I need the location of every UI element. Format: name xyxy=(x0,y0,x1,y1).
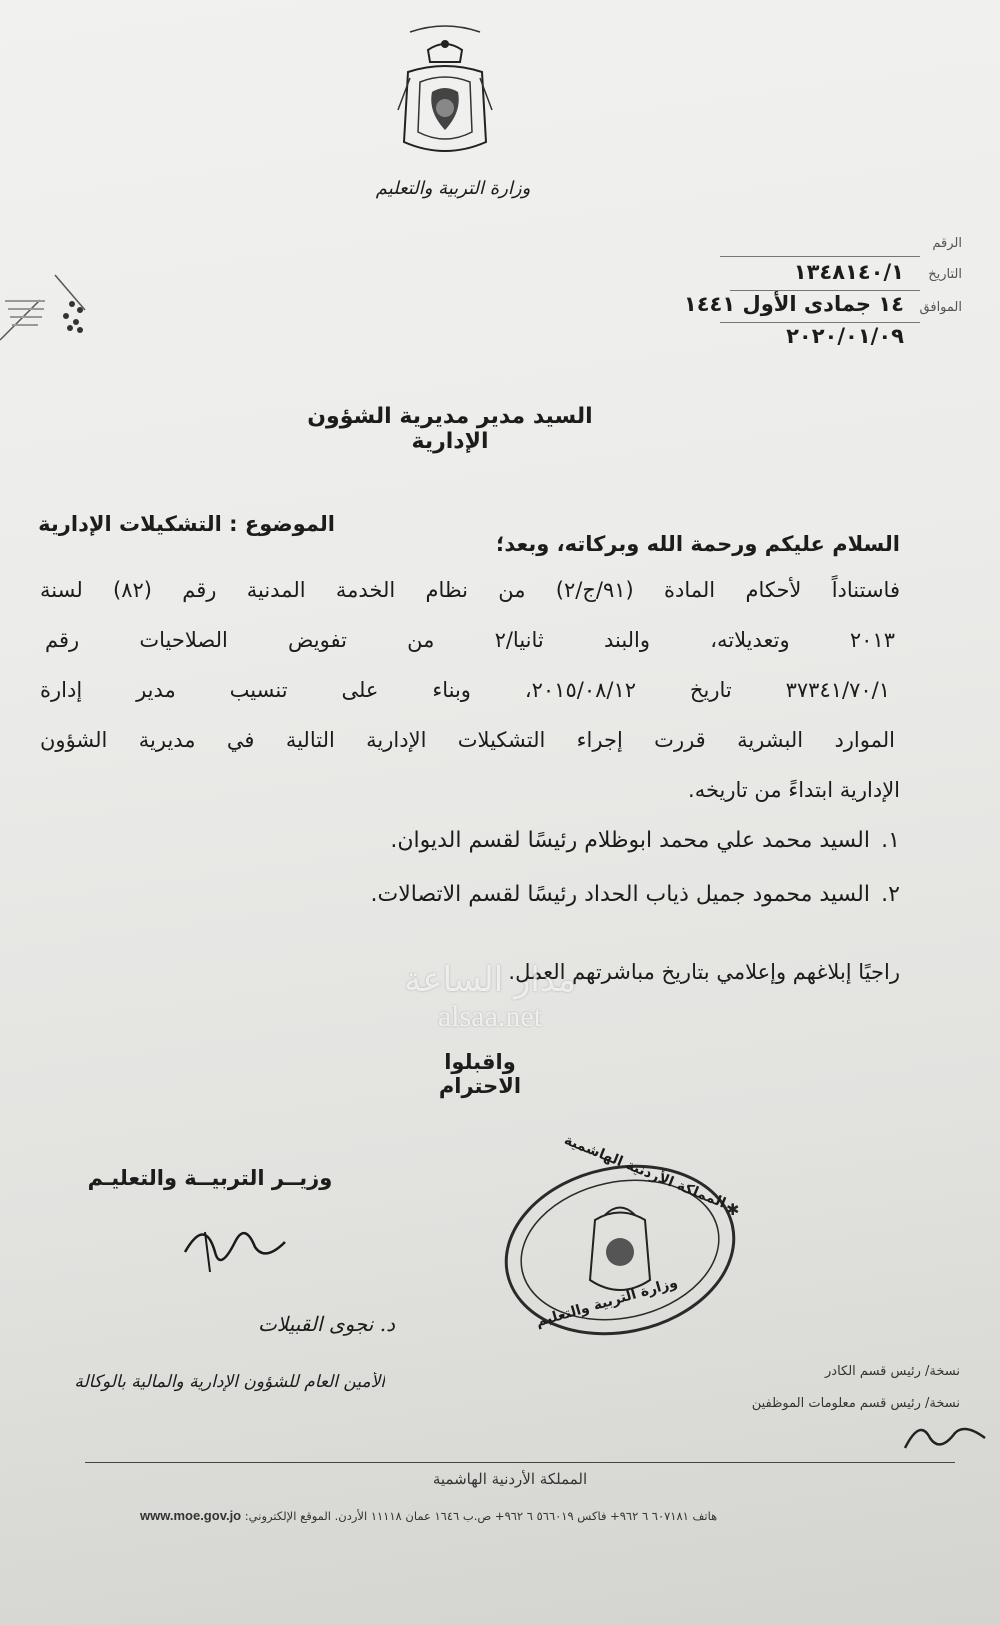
greeting: السلام عليكم ورحمة الله وبركاته، وبعد؛ xyxy=(495,532,900,556)
svg-text:✱: ✱ xyxy=(726,1200,740,1219)
footer-contact-row xyxy=(140,1508,910,1523)
initials-mark xyxy=(900,1408,990,1458)
signature-title: وزيــر التربيــة والتعليـم xyxy=(87,1166,333,1190)
footer-divider xyxy=(85,1462,955,1463)
minister-signature-graphic xyxy=(175,1212,295,1282)
margin-stamp-icon xyxy=(0,270,90,350)
gregorian-date: ٢٠٢٠/٠١/٠٩ xyxy=(786,324,904,348)
ref-number: ١٣٤٨١٤٠/١ xyxy=(793,260,904,284)
footer-country: المملكة الأردنية الهاشمية xyxy=(432,1470,588,1488)
ministry-name: وزارة التربية والتعليم xyxy=(375,178,531,199)
hijri-date: ١٤ جمادى الأول ١٤٤١ xyxy=(683,292,904,316)
coat-of-arms-icon xyxy=(390,20,500,160)
hijri-label: الموافق xyxy=(919,300,962,315)
body-line-5: الإدارية ابتداءً من تاريخه. xyxy=(688,778,900,802)
subject: الموضوع : التشكيلات الإدارية xyxy=(38,512,335,536)
closing: واقبلوا الاحترام xyxy=(438,1050,522,1098)
body-line-4: الموارد البشرية قررت إجراء التشكيلات الإدارية التالية في مديرية الشؤون xyxy=(40,728,895,752)
item-1-text: السيد محمد علي محمد ابوظلام رئيسًا لقسم الديوان. xyxy=(390,828,870,853)
addressee: السيد مدير مديرية الشؤون الإدارية xyxy=(307,404,593,454)
request-line: راجيًا إبلاغهم وإعلامي بتاريخ مباشرتهم العمل. xyxy=(508,960,900,984)
signatory-role: الأمين العام للشؤون الإدارية والمالية بالوكالة xyxy=(74,1372,385,1392)
item-2-text: السيد محمود جميل ذياب الحداد رئيسًا لقسم الاتصالات. xyxy=(370,882,870,907)
item-1-number: ١. xyxy=(881,828,900,853)
signatory-name: د. نجوى القبيلات xyxy=(257,1312,395,1336)
copy-2: نسخة/ رئيس قسم معلومات الموظفين xyxy=(751,1396,960,1411)
body-line-2: ٢٠١٣ وتعديلاته، والبند ثانيا/٢ من تفويض الصلاحيات رقم xyxy=(45,628,895,652)
footer-contact: هاتف ٦٠٧١٨١ ٦ ٩٦٢+ فاكس ٥٦٦٠١٩ ٦ ٩٦٢+ ص.ب ١٦٤٦ عمان ١١١١٨ الأردن. الموقع الإلكتروني: xyxy=(244,1509,718,1523)
body-line-3: ٣٧٣٤١/٧٠/١ تاريخ ٢٠١٥/٠٨/١٢، وبناء على تنسيب مدير إدارة xyxy=(40,678,890,702)
watermark-arabic: مدار الساعة xyxy=(404,960,576,1000)
official-stamp xyxy=(500,1132,740,1340)
body-line-1: فاستناداً لأحكام المادة (٩١/ج/٢) من نظام الخدمة المدنية رقم (٨٢) لسنة xyxy=(40,578,900,602)
stamp-top-text: المملكة الأردنية الهاشمية xyxy=(561,1132,728,1212)
watermark-latin: alsaa.net xyxy=(437,1000,543,1033)
watermark xyxy=(390,960,590,1034)
stamp-bottom-text: وزارة التربية والتعليم xyxy=(534,1274,680,1331)
copy-1: نسخة/ رئيس قسم الكادر xyxy=(825,1364,960,1379)
item-2-number: ٢. xyxy=(881,882,900,907)
footer-website[interactable]: www.moe.gov.jo xyxy=(140,1508,242,1523)
ref-label: الرقم xyxy=(932,236,962,251)
date-label: التاريخ xyxy=(928,267,962,282)
